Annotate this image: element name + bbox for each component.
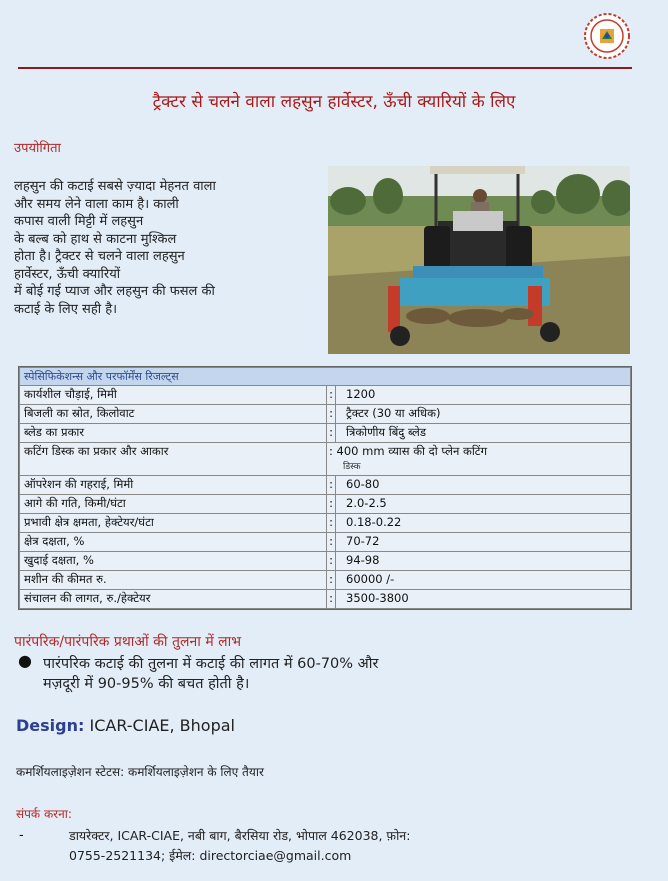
tractor-harvester-photo (328, 166, 630, 354)
spec-label: कार्यशील चौड़ाई, मिमी (20, 386, 327, 405)
spec-value: 3500-3800 (336, 590, 631, 609)
utility-line: में बोई गई प्याज और लहसुन की फसल की (14, 284, 215, 299)
spec-separator: : (327, 590, 336, 609)
design-label: Design: (16, 716, 85, 735)
spec-label: मशीन की कीमत रु. (20, 571, 327, 590)
spec-separator: : (327, 405, 336, 424)
spec-label: खुदाई दक्षता, % (20, 552, 327, 571)
spec-separator: : (327, 571, 336, 590)
table-row (20, 552, 631, 571)
spec-label: कटिंग डिस्क का प्रकार और आकार (20, 443, 327, 476)
spec-value-cell (327, 443, 631, 476)
contact-heading: संपर्क करना: (16, 807, 72, 821)
advantages-line: पारंपरिक कटाई की तुलना में कटाई की लागत में 60-70% और (43, 656, 379, 672)
page-title: ट्रैक्टर से चलने वाला लहसुन हार्वेस्टर, ऊँची क्यारियों के लिए (152, 92, 516, 112)
table-row (20, 495, 631, 514)
table-row (20, 476, 631, 495)
spec-value: 60000 /- (336, 571, 631, 590)
spec-separator: : (327, 476, 336, 495)
design-credit (16, 716, 235, 735)
spec-separator: : (327, 424, 336, 443)
header-rule (18, 67, 632, 69)
utility-line: होता है। ट्रैक्टर से चलने वाला लहसुन (14, 249, 185, 264)
utility-line: कपास वाली मिट्टी में लहसुन (14, 214, 144, 229)
contact-line: डायरेक्टर, ICAR-CIAE, नबी बाग, बैरसिया रोड, भोपाल 462038, फ़ोन: (69, 828, 411, 843)
spec-label: ऑपरेशन की गहराई, मिमी (20, 476, 327, 495)
commercialization-status: कमर्शियलाइज़ेशन स्टेटस: कमर्शियलाइज़ेशन के लिए तैयार (16, 765, 264, 779)
spec-value: 70-72 (336, 533, 631, 552)
utility-line: के बल्ब को हाथ से काटना मुश्किल (14, 231, 177, 247)
spec-label: ब्लेड का प्रकार (20, 424, 327, 443)
bullet-icon: ● (18, 651, 32, 670)
table-row (20, 571, 631, 590)
icar-ciae-logo-icon (583, 12, 631, 60)
spec-separator: : (327, 495, 336, 514)
contact-line: 0755-2521134; ईमेल: directorciae@gmail.com (69, 848, 352, 863)
advantages-text (43, 654, 523, 694)
advantages-line: मज़दूरी में 90-95% की बचत होती है। (43, 676, 250, 692)
contact-details (69, 826, 539, 866)
utility-heading: उपयोगिता (14, 141, 61, 156)
spec-label: बिजली का स्रोत, किलोवाट (20, 405, 327, 424)
table-row (20, 533, 631, 552)
spec-separator: : (327, 514, 336, 533)
table-row (20, 405, 631, 424)
spec-value: 60-80 (336, 476, 631, 495)
spec-separator: : (327, 552, 336, 571)
spec-value: 1200 (336, 386, 631, 405)
specifications-table (18, 366, 632, 610)
utility-line: लहसुन की कटाई सबसे ज़्यादा मेहनत वाला (14, 179, 216, 194)
spec-separator: : (327, 533, 336, 552)
table-row (20, 514, 631, 533)
advantages-heading: पारंपरिक/पारंपरिक प्रथाओं की तुलना में लाभ (14, 634, 242, 650)
contact-dash: - (19, 828, 24, 843)
spec-value-continued: डिस्क (343, 462, 361, 472)
spec-label: क्षेत्र दक्षता, % (20, 533, 327, 552)
utility-description (14, 178, 314, 318)
utility-line: और समय लेने वाला काम है। काली (14, 196, 179, 212)
spec-value: 0.18-0.22 (336, 514, 631, 533)
spec-separator: : (327, 386, 336, 405)
spec-label: प्रभावी क्षेत्र क्षमता, हेक्टेयर/घंटा (20, 514, 327, 533)
design-value: ICAR-CIAE, Bhopal (84, 716, 235, 735)
spec-value: : 400 mm व्यास की दो प्लेन कटिंग (329, 444, 488, 458)
spec-value: ट्रैक्टर (30 या अधिक) (336, 405, 631, 424)
table-row (20, 386, 631, 405)
spec-label: संचालन की लागत, रु./हेक्टेयर (20, 590, 327, 609)
table-row (20, 443, 631, 476)
table-row (20, 424, 631, 443)
utility-line: कटाई के लिए सही है। (14, 301, 118, 317)
spec-value: 2.0-2.5 (336, 495, 631, 514)
specifications-heading: स्पेसिफिकेशन्स और परफॉर्मेंस रिजल्ट्स (20, 368, 631, 386)
table-row (20, 590, 631, 609)
spec-value: त्रिकोणीय बिंदु ब्लेड (336, 424, 631, 443)
utility-line: हार्वेस्टर, ऊँची क्यारियों (14, 266, 121, 282)
spec-value: 94-98 (336, 552, 631, 571)
spec-label: आगे की गति, किमी/घंटा (20, 495, 327, 514)
